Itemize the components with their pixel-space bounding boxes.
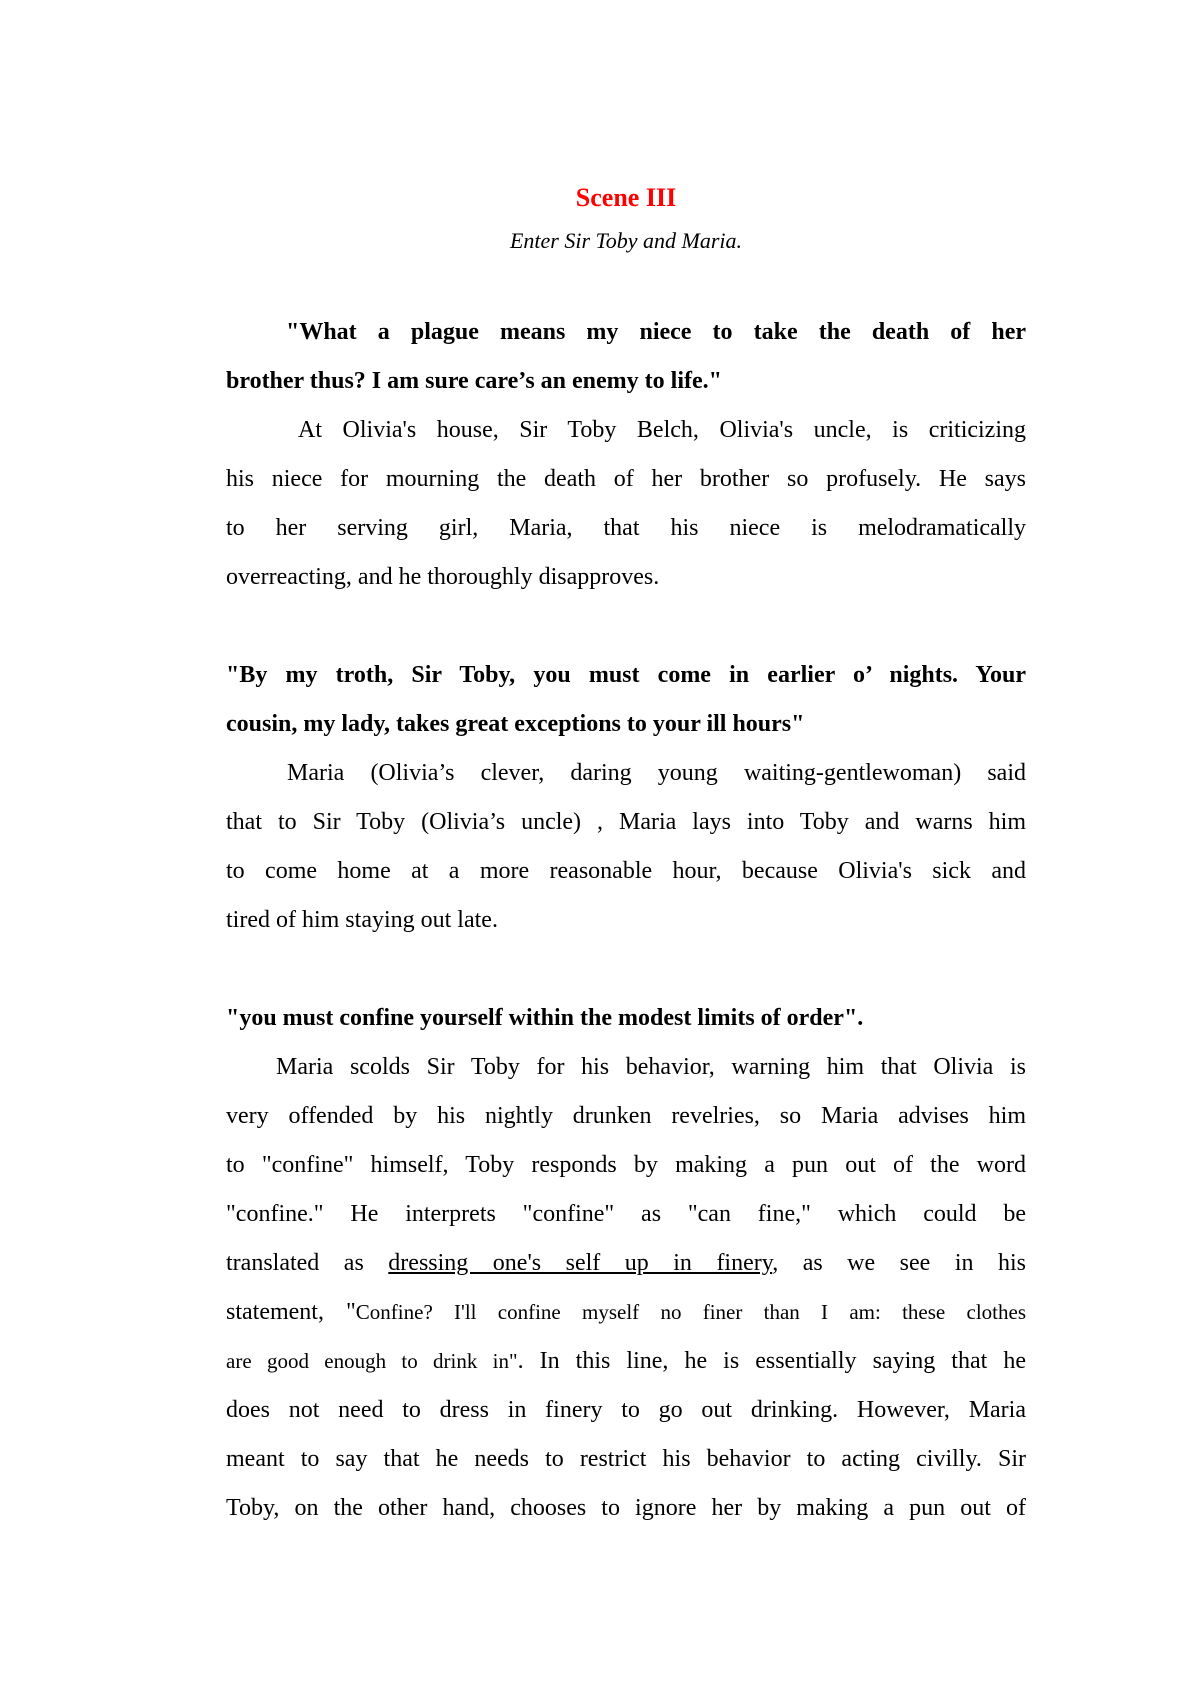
- text-line: cousin, my lady, takes great exceptions to your ill hours": [226, 711, 805, 737]
- text-line: overreacting, and he thoroughly disapproves.: [226, 564, 660, 590]
- quote-paragraph: [226, 994, 1026, 1043]
- quoted-statement: Confine? I'll confine myself no finer than I am: these clothes: [355, 1300, 1026, 1324]
- text-line: to "confine" himself, Toby responds by making a pun out of the word: [226, 1152, 1026, 1178]
- text-line: his niece for mourning the death of her brother so profusely. He says: [226, 466, 1026, 492]
- text-line: very offended by his nightly drunken revelries, so Maria advises him: [226, 1103, 1026, 1129]
- text-line: tired of him staying out late.: [226, 907, 498, 933]
- quote-paragraph: [226, 308, 1026, 406]
- text-line: [226, 1239, 1026, 1288]
- text-line: Toby, on the other hand, chooses to ignore her by making a pun out of: [226, 1495, 1026, 1521]
- paragraph-spacer: [226, 602, 1026, 651]
- quote-paragraph: [226, 651, 1026, 749]
- quoted-statement: are good enough to drink in": [226, 1349, 518, 1373]
- text-line: "you must confine yourself within the modest limits of order".: [226, 1005, 864, 1031]
- text-line: [226, 1288, 1026, 1337]
- text-line: meant to say that he needs to restrict his behavior to acting civilly. Sir: [226, 1446, 1026, 1472]
- text-line: At Olivia's house, Sir Toby Belch, Olivia's uncle, is criticizing: [298, 417, 1026, 443]
- paragraph-spacer: [226, 945, 1026, 994]
- text-line: "By my troth, Sir Toby, you must come in earlier o’ nights. Your: [226, 662, 1026, 688]
- text-line: does not need to dress in finery to go out drinking. However, Maria: [226, 1397, 1026, 1423]
- text-paragraph: [226, 406, 1026, 602]
- text-segment: translated as: [226, 1250, 389, 1276]
- text-line: "What a plague means my niece to take the death of her: [286, 319, 1026, 345]
- text-line: to her serving girl, Maria, that his niece is melodramatically: [226, 515, 1026, 541]
- text-line: "confine." He interprets "confine" as "can fine," which could be: [226, 1201, 1026, 1227]
- text-line: that to Sir Toby (Olivia’s uncle) , Maria lays into Toby and warns him: [226, 809, 1026, 835]
- text-line: Maria (Olivia’s clever, daring young waiting-gentlewoman) said: [287, 760, 1026, 786]
- document-page: [226, 174, 1026, 1533]
- text-segment: statement, ": [226, 1299, 356, 1325]
- text-line: brother thus? I am sure care’s an enemy to life.": [226, 368, 722, 394]
- stage-direction: Enter Sir Toby and Maria.: [509, 228, 743, 253]
- underlined-phrase: dressing one's self up in finery: [388, 1250, 773, 1276]
- text-paragraph: [226, 1043, 1026, 1533]
- text-line: [226, 1337, 1026, 1386]
- text-line: Maria scolds Sir Toby for his behavior, warning him that Olivia is: [276, 1054, 1026, 1080]
- text-line: to come home at a more reasonable hour, because Olivia's sick and: [226, 858, 1026, 884]
- text-segment: . In this line, he is essentially saying that he: [517, 1348, 1026, 1374]
- text-segment: , as we see in his: [772, 1250, 1026, 1276]
- text-paragraph: [226, 749, 1026, 945]
- scene-title: Scene III: [575, 183, 677, 212]
- document-body: [226, 308, 1026, 1533]
